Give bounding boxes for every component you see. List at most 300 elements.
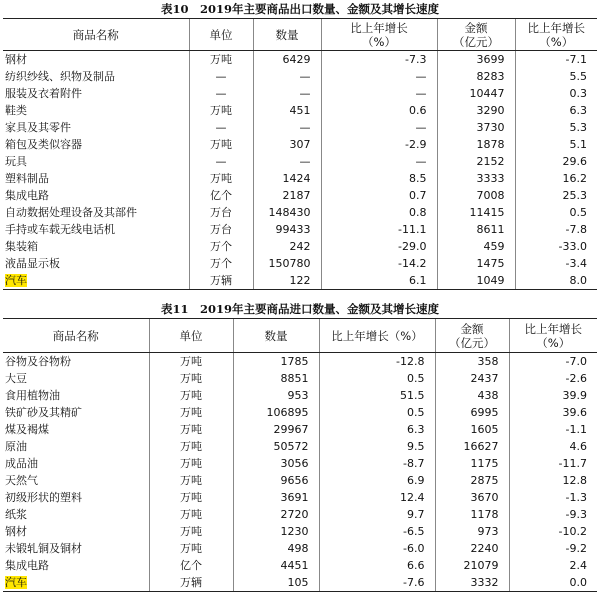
cell-qty-growth-text: —: [415, 121, 427, 134]
cell-qty-text: 4451: [280, 559, 309, 572]
cell-amount-growth-text: 5.5: [569, 70, 587, 83]
cell-amount-growth: [515, 238, 597, 255]
cell-amount-text: 10447: [469, 87, 505, 100]
cell-unit: [149, 506, 233, 523]
cell-amount-text: 1175: [470, 457, 499, 470]
cell-name-text: 服装及衣着附件: [5, 87, 82, 100]
cell-qty-growth-text: —: [415, 70, 427, 83]
cell-unit-text: 亿个: [210, 189, 232, 202]
header-text: 比上年增长（%）: [331, 328, 423, 343]
cell-qty-text: 50572: [273, 440, 309, 453]
cell-qty-growth-text: 0.5: [407, 406, 425, 419]
cell-qty-growth: [321, 51, 437, 69]
col-header-amount: [435, 319, 509, 353]
cell-amount-growth-text: 16.2: [562, 172, 587, 185]
cell-amount-growth: [515, 85, 597, 102]
cell-name: [3, 421, 149, 438]
cell-qty: [233, 353, 319, 371]
cell-qty-text: 498: [287, 542, 309, 555]
cell-amount: [435, 523, 509, 540]
cell-unit: [189, 221, 253, 238]
cell-qty-growth-text: 12.4: [400, 491, 425, 504]
cell-unit-text: 万吨: [180, 389, 202, 402]
header-text: 比上年增长: [350, 20, 408, 35]
table-row: [3, 489, 597, 506]
cell-qty-growth-text: -7.6: [403, 576, 425, 589]
table-row: [3, 472, 597, 489]
cell-qty-growth: [319, 353, 435, 371]
cell-unit: [149, 574, 233, 592]
cell-amount-growth: [515, 102, 597, 119]
cell-amount-growth-text: -9.2: [565, 542, 587, 555]
cell-amount-growth: [509, 404, 597, 421]
cell-unit: [189, 51, 253, 69]
cell-amount: [435, 506, 509, 523]
cell-amount-text: 973: [477, 525, 499, 538]
table-row: [3, 102, 597, 119]
col-header-unit: [149, 319, 233, 353]
col-header-qty-growth: [321, 19, 437, 51]
cell-amount: [437, 68, 515, 85]
cell-amount-growth: [515, 255, 597, 272]
cell-amount-text: 438: [477, 389, 499, 402]
cell-qty-text: 1785: [280, 355, 309, 368]
cell-amount-text: 1878: [476, 138, 505, 151]
cell-amount: [437, 136, 515, 153]
cell-name: [3, 438, 149, 455]
table-row: [3, 370, 597, 387]
cell-amount-growth: [515, 221, 597, 238]
cell-name-highlighted: [3, 272, 189, 290]
cell-qty-growth-text: 0.7: [409, 189, 427, 202]
import-table: [3, 318, 597, 592]
cell-name: [3, 51, 189, 69]
cell-qty-growth: [319, 506, 435, 523]
header-text: 比上年增长: [527, 20, 585, 35]
cell-qty-growth-text: 0.5: [407, 372, 425, 385]
cell-name-text: 钢材: [5, 53, 27, 66]
cell-qty-growth-text: 51.5: [400, 389, 425, 402]
cell-name: [3, 102, 189, 119]
cell-qty: [253, 119, 321, 136]
cell-qty: [253, 221, 321, 238]
table-row: [3, 68, 597, 85]
cell-qty-growth: [321, 119, 437, 136]
cell-amount: [435, 387, 509, 404]
cell-amount-text: 8283: [476, 70, 505, 83]
cell-name: [3, 153, 189, 170]
cell-name-text: 汽车: [5, 274, 27, 287]
cell-qty-text: 307: [289, 138, 311, 151]
cell-unit-text: 万吨: [180, 508, 202, 521]
table-row: [3, 506, 597, 523]
cell-name: [3, 238, 189, 255]
cell-name: [3, 489, 149, 506]
cell-amount-growth: [509, 489, 597, 506]
cell-unit: [189, 170, 253, 187]
cell-amount: [435, 421, 509, 438]
cell-qty-growth-text: -7.3: [405, 53, 427, 66]
cell-unit-text: —: [215, 155, 227, 168]
cell-qty-text: —: [299, 87, 311, 100]
cell-amount-growth-text: 5.3: [569, 121, 587, 134]
cell-amount-growth: [509, 353, 597, 371]
cell-qty: [233, 455, 319, 472]
header-text: 商品名称: [72, 27, 119, 42]
cell-qty-text: 953: [287, 389, 309, 402]
cell-amount-growth-text: 0.3: [569, 87, 587, 100]
cell-qty: [233, 370, 319, 387]
cell-qty-growth-text: 0.6: [409, 104, 427, 117]
cell-amount-text: 3290: [476, 104, 505, 117]
table-row: [3, 238, 597, 255]
cell-amount: [437, 119, 515, 136]
table-row: [3, 404, 597, 421]
cell-qty: [253, 238, 321, 255]
table-row: [3, 85, 597, 102]
cell-qty-growth: [321, 170, 437, 187]
import-table-section: [0, 300, 600, 592]
cell-qty: [233, 489, 319, 506]
cell-qty-text: 242: [289, 240, 311, 253]
cell-amount-growth: [509, 455, 597, 472]
cell-amount-growth-text: -7.8: [565, 223, 587, 236]
header-text: 单位: [209, 27, 233, 42]
cell-unit-text: 万吨: [180, 372, 202, 385]
cell-amount-growth-text: -1.1: [565, 423, 587, 436]
cell-unit: [149, 523, 233, 540]
col-header-qty-growth: [319, 319, 435, 353]
cell-amount: [435, 574, 509, 592]
cell-name-text: 成品油: [5, 457, 38, 470]
cell-amount: [437, 255, 515, 272]
cell-amount-growth-text: 25.3: [562, 189, 587, 202]
cell-name-text: 纺织纱线、织物及制品: [5, 70, 115, 83]
cell-amount-growth: [515, 204, 597, 221]
cell-qty-growth: [319, 540, 435, 557]
cell-unit: [149, 404, 233, 421]
cell-amount-growth-text: -2.6: [565, 372, 587, 385]
header-text: 金额: [460, 321, 484, 336]
cell-qty: [253, 102, 321, 119]
cell-amount-text: 3332: [470, 576, 499, 589]
cell-amount: [435, 540, 509, 557]
table-row: [3, 204, 597, 221]
cell-qty-text: 8851: [280, 372, 309, 385]
cell-unit: [149, 353, 233, 371]
cell-unit-text: 万吨: [210, 172, 232, 185]
cell-amount-text: 1475: [476, 257, 505, 270]
cell-qty-text: 2720: [280, 508, 309, 521]
cell-amount: [435, 404, 509, 421]
cell-amount: [435, 455, 509, 472]
header-text: （%）: [362, 34, 396, 49]
cell-amount-growth-text: 39.9: [562, 389, 587, 402]
col-header-amount-growth: [515, 19, 597, 51]
cell-unit-text: 万台: [210, 223, 232, 236]
cell-qty-growth-text: —: [415, 87, 427, 100]
cell-qty-growth: [319, 370, 435, 387]
cell-qty-growth-text: -6.0: [403, 542, 425, 555]
cell-qty: [233, 506, 319, 523]
cell-amount-text: 7008: [476, 189, 505, 202]
cell-amount-text: 358: [477, 355, 499, 368]
cell-amount-growth-text: 2.4: [569, 559, 587, 572]
cell-qty: [253, 272, 321, 290]
cell-name: [3, 204, 189, 221]
cell-name: [3, 221, 189, 238]
cell-qty: [253, 51, 321, 69]
cell-unit-text: 万吨: [180, 525, 202, 538]
cell-qty: [253, 85, 321, 102]
cell-qty-text: 106895: [266, 406, 309, 419]
cell-unit: [149, 438, 233, 455]
cell-amount-text: 3670: [470, 491, 499, 504]
cell-qty-text: 2187: [282, 189, 311, 202]
cell-qty: [233, 387, 319, 404]
cell-name-text: 自动数据处理设备及其部件: [5, 206, 137, 219]
cell-name: [3, 523, 149, 540]
table-row: [3, 221, 597, 238]
cell-amount: [437, 85, 515, 102]
cell-unit: [189, 255, 253, 272]
cell-qty-growth: [321, 204, 437, 221]
cell-amount-growth-text: 0.5: [569, 206, 587, 219]
table-row: [3, 153, 597, 170]
cell-unit: [189, 187, 253, 204]
cell-qty-text: 105: [287, 576, 309, 589]
cell-qty-growth: [321, 272, 437, 290]
cell-amount: [435, 370, 509, 387]
cell-amount-text: 6995: [470, 406, 499, 419]
export-table-section: [0, 0, 600, 290]
cell-name: [3, 540, 149, 557]
cell-name: [3, 404, 149, 421]
cell-unit-text: —: [215, 70, 227, 83]
cell-name: [3, 136, 189, 153]
cell-amount-text: 1049: [476, 274, 505, 287]
cell-qty-growth-text: -29.0: [398, 240, 427, 253]
cell-qty: [233, 421, 319, 438]
cell-qty-text: —: [299, 121, 311, 134]
cell-name: [3, 387, 149, 404]
cell-amount-growth: [515, 136, 597, 153]
cell-qty: [253, 153, 321, 170]
cell-qty-growth-text: —: [415, 155, 427, 168]
cell-qty-text: 3691: [280, 491, 309, 504]
cell-amount-text: 3333: [476, 172, 505, 185]
cell-unit: [189, 238, 253, 255]
cell-qty-growth-text: -6.5: [403, 525, 425, 538]
cell-qty-growth: [319, 472, 435, 489]
cell-amount-growth-text: -9.3: [565, 508, 587, 521]
cell-name: [3, 68, 189, 85]
table10-body: [3, 51, 597, 290]
cell-qty-growth-text: -12.8: [396, 355, 425, 368]
cell-amount-growth-text: -33.0: [558, 240, 587, 253]
cell-amount: [437, 238, 515, 255]
cell-qty-growth-text: -2.9: [405, 138, 427, 151]
cell-name-text: 纸浆: [5, 508, 27, 521]
cell-amount-growth: [509, 540, 597, 557]
cell-unit: [189, 119, 253, 136]
table-row: [3, 255, 597, 272]
cell-amount-growth: [515, 68, 597, 85]
cell-qty: [233, 438, 319, 455]
cell-name: [3, 506, 149, 523]
cell-qty: [253, 170, 321, 187]
cell-unit: [149, 540, 233, 557]
cell-name-text: 集成电路: [5, 189, 49, 202]
cell-amount-growth: [515, 187, 597, 204]
cell-qty: [233, 574, 319, 592]
cell-name-text: 谷物及谷物粉: [5, 355, 71, 368]
cell-name: [3, 353, 149, 371]
cell-qty: [253, 187, 321, 204]
cell-name: [3, 119, 189, 136]
cell-unit: [149, 455, 233, 472]
cell-amount-growth-text: 12.8: [562, 474, 587, 487]
cell-unit-text: 亿个: [180, 559, 202, 572]
cell-amount-growth: [515, 51, 597, 69]
cell-qty-growth-text: 6.9: [407, 474, 425, 487]
cell-qty-growth-text: 6.6: [407, 559, 425, 572]
cell-amount-text: 8611: [476, 223, 505, 236]
cell-amount-text: 3699: [476, 53, 505, 66]
cell-unit-text: 万吨: [180, 474, 202, 487]
cell-qty-growth: [321, 153, 437, 170]
cell-amount-growth: [515, 119, 597, 136]
cell-name-text: 集装箱: [5, 240, 38, 253]
table11-body: [3, 353, 597, 592]
header-text: 比上年增长（%）: [524, 321, 582, 350]
header-text: 商品名称: [52, 328, 99, 343]
cell-name-text: 集成电路: [5, 559, 49, 572]
table-row: [3, 557, 597, 574]
cell-amount: [437, 221, 515, 238]
cell-name-highlighted: [3, 574, 149, 592]
cell-name-text: 塑料制品: [5, 172, 49, 185]
cell-amount-growth-text: -11.7: [558, 457, 587, 470]
cell-qty-growth: [319, 404, 435, 421]
export-table: [3, 18, 597, 290]
cell-name-text: 未锻轧铜及铜材: [5, 542, 82, 555]
cell-unit: [149, 472, 233, 489]
table-row: [3, 421, 597, 438]
cell-amount-text: 21079: [463, 559, 499, 572]
cell-qty-growth: [319, 557, 435, 574]
cell-unit-text: 万吨: [180, 423, 202, 436]
cell-unit-text: 万吨: [210, 138, 232, 151]
cell-unit: [189, 272, 253, 290]
cell-name-text: 玩具: [5, 155, 27, 168]
cell-qty-growth: [319, 387, 435, 404]
cell-qty-text: 1424: [282, 172, 311, 185]
cell-unit: [189, 153, 253, 170]
table11-caption: 表11 2019年主要商品进口数量、金额及其增长速度: [160, 302, 439, 316]
cell-amount: [435, 557, 509, 574]
cell-unit-text: 万吨: [180, 440, 202, 453]
cell-unit: [149, 370, 233, 387]
cell-amount-growth: [509, 438, 597, 455]
cell-name-text: 大豆: [5, 372, 27, 385]
cell-amount-text: 2240: [470, 542, 499, 555]
header-text: 单位: [179, 328, 203, 343]
cell-amount-growth-text: 6.3: [569, 104, 587, 117]
cell-qty-text: 99433: [275, 223, 311, 236]
cell-amount-growth-text: 0.0: [569, 576, 587, 589]
cell-unit-text: 万辆: [180, 576, 202, 589]
cell-name-text: 手持或车载无线电话机: [5, 223, 115, 236]
header-text: （%）: [539, 34, 574, 49]
table10-caption: 表10 2019年主要商品出口数量、金额及其增长速度: [160, 2, 439, 16]
table-row: [3, 574, 597, 592]
cell-qty-text: —: [299, 70, 311, 83]
cell-amount: [437, 187, 515, 204]
cell-unit-text: 万吨: [180, 406, 202, 419]
cell-amount-growth: [515, 272, 597, 290]
table-row: [3, 272, 597, 290]
table-row: [3, 540, 597, 557]
cell-unit-text: —: [215, 87, 227, 100]
cell-qty-growth-text: 6.1: [409, 274, 427, 287]
cell-unit: [189, 102, 253, 119]
cell-amount: [437, 272, 515, 290]
cell-amount-growth: [509, 523, 597, 540]
cell-qty-text: 150780: [268, 257, 311, 270]
cell-amount-growth-text: -3.4: [565, 257, 587, 270]
cell-name-text: 食用植物油: [5, 389, 60, 402]
cell-qty-text: 6429: [282, 53, 311, 66]
cell-amount-growth: [509, 387, 597, 404]
col-header-amount: [437, 19, 515, 51]
cell-unit: [149, 557, 233, 574]
cell-qty-text: 122: [289, 274, 311, 287]
cell-name-text: 原油: [5, 440, 27, 453]
cell-qty: [253, 204, 321, 221]
cell-name-text: 鞋类: [5, 104, 27, 117]
col-header-unit: [189, 19, 253, 51]
cell-amount-growth: [509, 421, 597, 438]
cell-amount: [435, 353, 509, 371]
cell-qty: [253, 68, 321, 85]
cell-amount-text: 2152: [476, 155, 505, 168]
cell-qty-growth-text: 9.7: [407, 508, 425, 521]
cell-unit-text: 万吨: [180, 457, 202, 470]
cell-qty-growth-text: 6.3: [407, 423, 425, 436]
cell-qty-growth-text: -14.2: [398, 257, 427, 270]
cell-amount-text: 16627: [463, 440, 499, 453]
cell-qty: [253, 136, 321, 153]
cell-amount-text: 11415: [469, 206, 505, 219]
col-header-amount-growth: [509, 319, 597, 353]
cell-amount: [435, 472, 509, 489]
cell-qty-growth: [321, 221, 437, 238]
cell-qty: [233, 540, 319, 557]
cell-unit-text: —: [215, 121, 227, 134]
cell-unit: [149, 387, 233, 404]
cell-unit-text: 万辆: [210, 274, 232, 287]
cell-amount-growth: [509, 472, 597, 489]
cell-amount-growth-text: -10.2: [558, 525, 587, 538]
cell-amount-growth-text: 4.6: [569, 440, 587, 453]
cell-name-text: 汽车: [5, 576, 27, 589]
cell-qty-growth-text: 9.5: [407, 440, 425, 453]
header-text: （亿元）: [453, 34, 499, 49]
table-row: [3, 523, 597, 540]
cell-qty-growth: [321, 85, 437, 102]
table-row: [3, 136, 597, 153]
